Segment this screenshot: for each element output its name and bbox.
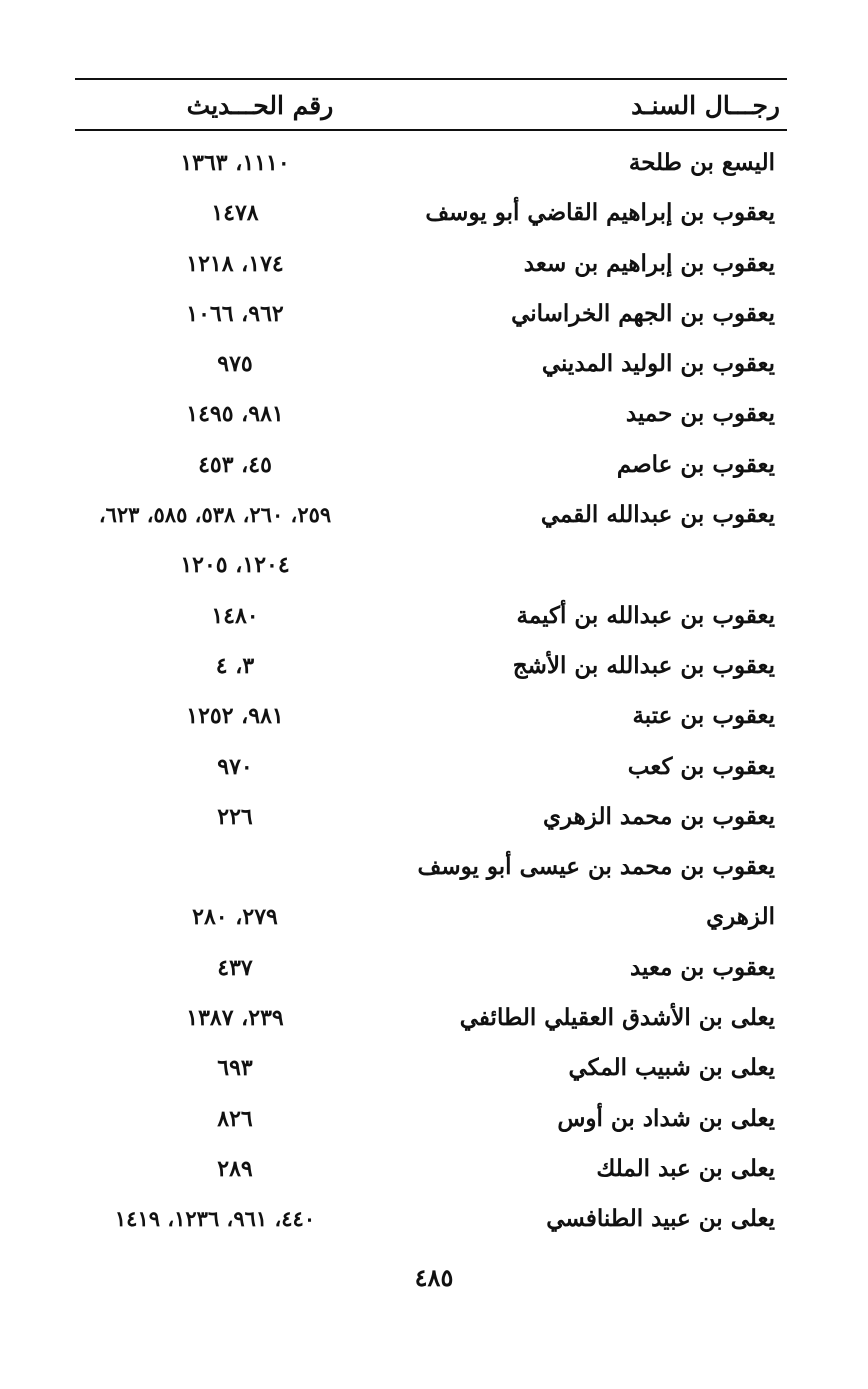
hadith-numbers: ٦٩٣ bbox=[217, 1055, 253, 1082]
hadith-numbers: ٩٦٢، ١٠٦٦ bbox=[186, 300, 284, 327]
narrator-name: يعقوب بن عبدالله القمي bbox=[540, 501, 775, 529]
narrator-name: يعلى بن عبيد الطنافسي bbox=[546, 1205, 775, 1233]
hadith-numbers: ٤٣٧ bbox=[217, 954, 253, 981]
hadith-numbers: ١١١٠، ١٣٦٣ bbox=[180, 150, 290, 176]
table-row bbox=[75, 792, 787, 842]
hadith-numbers: ٢٧٩، ٢٨٠ bbox=[192, 904, 278, 931]
index-table bbox=[75, 138, 787, 1245]
table-row bbox=[75, 993, 787, 1043]
table-row bbox=[75, 591, 787, 641]
narrator-name: يعلى بن شبيب المكي bbox=[568, 1054, 775, 1082]
column-header-hadith-number: رقم الحـــديث bbox=[186, 91, 334, 120]
header-underline-rule bbox=[75, 129, 787, 131]
table-row-continuation bbox=[75, 540, 787, 590]
narrator-name: يعقوب بن عاصم bbox=[616, 450, 775, 478]
table-row-continuation bbox=[75, 892, 787, 942]
table-row bbox=[75, 239, 787, 289]
table-row bbox=[75, 1144, 787, 1194]
narrator-name: يعقوب بن حميد bbox=[625, 400, 775, 428]
narrator-name: يعقوب بن عبدالله بن أكيمة bbox=[516, 601, 775, 629]
page-number: ٤٨٥ bbox=[414, 1263, 454, 1292]
hadith-numbers: ٢٢٦ bbox=[217, 803, 253, 830]
table-row bbox=[75, 389, 787, 439]
table-row bbox=[75, 188, 787, 238]
narrator-name: يعقوب بن الجهم الخراساني bbox=[511, 299, 775, 327]
hadith-numbers: ١٤٨٠ bbox=[211, 602, 259, 629]
hadith-numbers: ١٢٠٤، ١٢٠٥ bbox=[180, 552, 290, 579]
hadith-numbers: ١٧٤، ١٢١٨ bbox=[186, 250, 284, 277]
narrator-name: يعقوب بن إبراهيم القاضي أبو يوسف bbox=[425, 199, 775, 227]
hadith-numbers: ٩٨١، ١٢٥٢ bbox=[186, 703, 284, 730]
hadith-numbers: ٢٨٩ bbox=[217, 1155, 253, 1182]
narrator-name: يعلى بن الأشدق العقيلي الطائفي bbox=[459, 1004, 775, 1032]
hadith-numbers: ٨٢٦ bbox=[217, 1105, 253, 1132]
narrator-name: يعقوب بن عتبة bbox=[632, 702, 775, 730]
hadith-numbers: ٩٨١، ١٤٩٥ bbox=[186, 401, 284, 428]
table-row bbox=[75, 691, 787, 741]
table-row bbox=[75, 943, 787, 993]
hadith-numbers: ٣، ٤ bbox=[215, 652, 255, 679]
table-row bbox=[75, 138, 787, 188]
table-row bbox=[75, 1094, 787, 1144]
hadith-numbers: ٢٥٩، ٢٦٠، ٥٣٨، ٥٨٥، ٦٢٣، bbox=[98, 502, 332, 528]
hadith-numbers: ٤٤٠، ٩٦١، ١٢٣٦، ١٤١٩ bbox=[114, 1206, 316, 1232]
table-row bbox=[75, 842, 787, 892]
table-row bbox=[75, 1043, 787, 1093]
top-rule bbox=[75, 78, 787, 80]
narrator-name bbox=[385, 540, 775, 590]
narrator-name: يعقوب بن الوليد المديني bbox=[541, 350, 775, 378]
narrator-name: يعلى بن عبد الملك bbox=[596, 1154, 775, 1182]
narrator-name: يعقوب بن محمد بن عيسى أبو يوسف bbox=[417, 853, 775, 881]
narrator-name: يعقوب بن عبدالله بن الأشج bbox=[512, 651, 775, 679]
narrator-name: يعقوب بن محمد الزهري bbox=[542, 802, 775, 830]
hadith-numbers bbox=[75, 842, 395, 892]
narrator-name: يعلى بن شداد بن أوس bbox=[557, 1104, 775, 1132]
narrator-name: يعقوب بن معيد bbox=[629, 953, 775, 981]
narrator-name: الزهري bbox=[706, 903, 775, 931]
table-row bbox=[75, 490, 787, 540]
table-row bbox=[75, 289, 787, 339]
hadith-numbers: ٢٣٩، ١٣٨٧ bbox=[186, 1005, 284, 1032]
hadith-numbers: ٩٧٠ bbox=[217, 753, 253, 780]
column-header-narrators: رجـــال السنـد bbox=[631, 91, 780, 120]
table-row bbox=[75, 1194, 787, 1244]
narrator-name: يعقوب بن كعب bbox=[627, 752, 775, 780]
table-row bbox=[75, 339, 787, 389]
hadith-numbers: ٤٥، ٤٥٣ bbox=[198, 451, 272, 478]
table-row bbox=[75, 440, 787, 490]
table-row bbox=[75, 641, 787, 691]
hadith-numbers: ٩٧٥ bbox=[217, 351, 253, 378]
table-row bbox=[75, 742, 787, 792]
hadith-numbers: ١٤٧٨ bbox=[211, 200, 259, 227]
narrator-name: يعقوب بن إبراهيم بن سعد bbox=[523, 249, 775, 277]
narrator-name: اليسع بن طلحة bbox=[628, 149, 775, 176]
